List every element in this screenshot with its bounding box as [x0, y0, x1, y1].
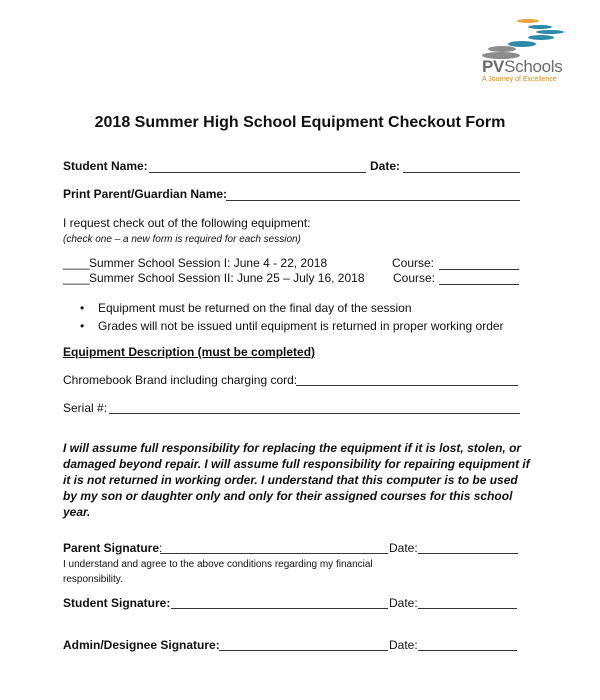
- student-name-field[interactable]: [149, 172, 366, 173]
- pvschools-logo: [478, 10, 568, 85]
- session-1-course-field[interactable]: [439, 269, 519, 270]
- request-intro: I request check out of the following equipment:: [63, 216, 311, 230]
- student-date-label: Date:: [389, 596, 418, 610]
- session-2-label: Summer School Session II: June 25 – July 16, 2018: [89, 271, 365, 285]
- rule-item: Grades will not be issued until equipment is returned in proper working order: [98, 319, 504, 333]
- logo-tagline: A Journey of Excellence: [482, 76, 557, 83]
- session-2-course-field[interactable]: [439, 284, 519, 285]
- logo-stripe-teal-2: [536, 30, 564, 34]
- equipment-heading: Equipment Description (must be completed): [63, 345, 316, 359]
- parent-note-line-2: responsibility.: [63, 574, 123, 585]
- bullet-icon: •: [80, 301, 85, 315]
- parent-signature-field[interactable]: [160, 553, 388, 554]
- logo-brand-rest: Schools: [504, 57, 563, 76]
- serial-field[interactable]: [109, 413, 520, 414]
- logo-wordmark: [482, 57, 562, 77]
- parent-signature-label: [63, 541, 162, 555]
- page-title: 2018 Summer High School Equipment Checkout Form: [94, 114, 506, 131]
- logo-brand-bold: PV: [482, 57, 505, 76]
- logo-stripe-teal-1: [528, 25, 552, 29]
- admin-signature-field[interactable]: [219, 650, 388, 651]
- student-date-field[interactable]: [418, 608, 517, 609]
- bullet-icon: •: [80, 319, 85, 333]
- parent-name-field[interactable]: [226, 200, 520, 201]
- student-signature-field[interactable]: [171, 608, 388, 609]
- parent-name-label: Print Parent/Guardian Name:: [63, 187, 228, 201]
- rule-item: Equipment must be returned on the final day of the session: [98, 301, 412, 315]
- session-2-course-label: Course:: [393, 271, 436, 285]
- student-signature-label: Student Signature:: [63, 596, 171, 610]
- logo-stripe-teal-3: [528, 35, 554, 40]
- admin-signature-label: Admin/Designee Signature:: [63, 638, 220, 652]
- session-1-checkbox[interactable]: ____: [63, 256, 90, 270]
- chromebook-label: Chromebook Brand including charging cord:: [63, 373, 298, 387]
- parent-signature-text: Parent Signature: [63, 541, 160, 555]
- request-note: (check one – a new form is required for each session): [63, 234, 301, 245]
- parent-note-line-1: I understand and agree to the above conditions regarding my financial: [63, 559, 373, 570]
- date-field[interactable]: [403, 172, 520, 173]
- session-1-course-label: Course:: [392, 256, 435, 270]
- parent-date-label: Date:: [389, 541, 418, 555]
- parent-date-field[interactable]: [418, 553, 518, 554]
- admin-date-field[interactable]: [418, 650, 517, 651]
- student-name-label: Student Name:: [63, 159, 148, 173]
- session-2-checkbox[interactable]: ____: [63, 271, 90, 285]
- chromebook-field[interactable]: [296, 385, 518, 386]
- session-1-label: Summer School Session I: June 4 - 22, 2018: [89, 256, 328, 270]
- parent-signature-colon: :: [159, 541, 163, 555]
- responsibility-statement: I will assume full responsibility for replacing the equipment if it is lost, stolen, or damaged beyond repair. I will assume full responsibility for repairing equipment if it is not returned in working order. I understand that this computer is to be used by my son or daughter only and only for their assigned courses for this school year.: [63, 441, 530, 519]
- date-label: Date:: [370, 159, 401, 173]
- serial-label: Serial #:: [63, 401, 108, 415]
- logo-stripe-orange: [517, 19, 539, 23]
- admin-date-label: Date:: [389, 638, 418, 652]
